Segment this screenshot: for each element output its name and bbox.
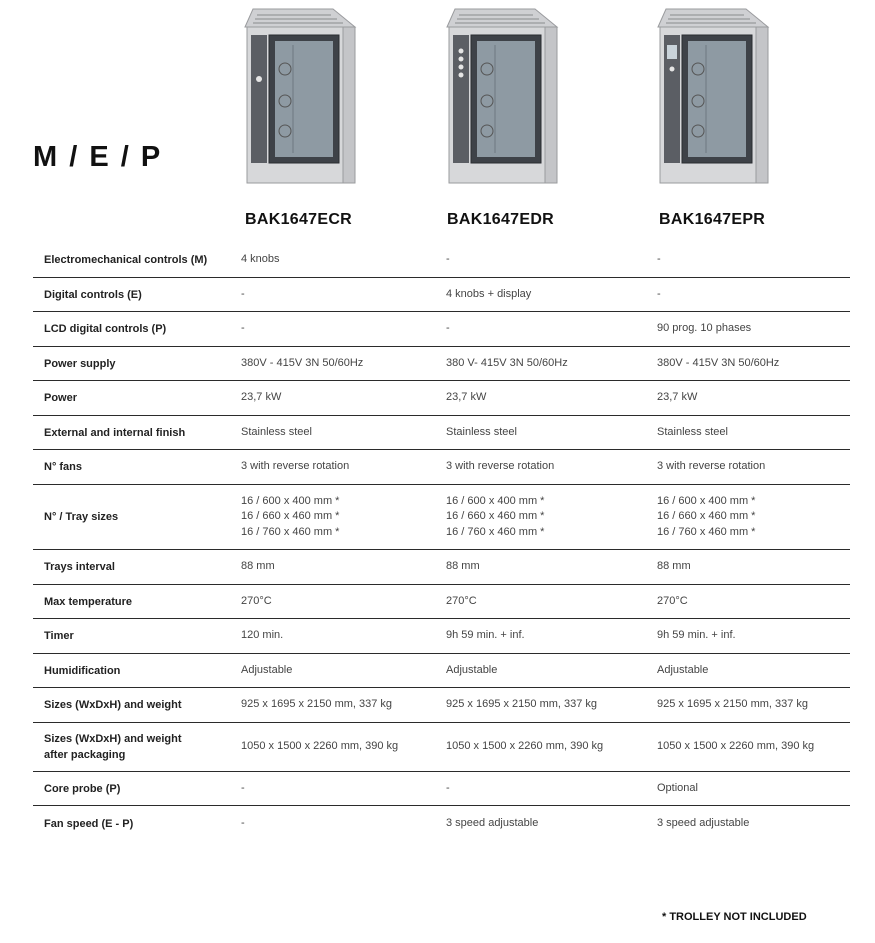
cell-edr: - [446, 253, 450, 266]
cell-epr: 90 prog. 10 phases [657, 322, 752, 335]
cell-edr: 3 speed adjustable [446, 816, 539, 829]
cell-edr: 380 V- 415V 3N 50/60Hz [446, 356, 568, 369]
model-heading-epr: BAK1647EPR [659, 211, 766, 228]
cell-edr: 1050 x 1500 x 2260 mm, 390 kg [446, 740, 604, 753]
cell-edr: - [446, 322, 450, 335]
cell-ecr: Stainless steel [241, 425, 312, 438]
row-label: Sizes (WxDxH) and weight after packaging [44, 733, 182, 761]
spec-row-max-temperature [33, 585, 850, 619]
cell-epr: Stainless steel [657, 425, 728, 438]
cell-edr: 16 / 600 x 400 mm * 16 / 660 x 460 mm * 16 / 760 x 460 mm * [446, 494, 545, 538]
cell-ecr: Adjustable [241, 663, 293, 676]
spec-row-sizes-weight [33, 688, 850, 723]
cell-epr: 23,7 kW [657, 391, 698, 404]
row-label: Max temperature [44, 595, 133, 608]
cell-epr: - [657, 253, 661, 266]
cell-ecr: - [241, 287, 245, 300]
cell-edr: 23,7 kW [446, 391, 487, 404]
cell-ecr: 88 mm [241, 560, 275, 573]
row-label: External and internal finish [44, 426, 186, 439]
cell-ecr: - [241, 816, 245, 829]
oven-knobs-icon [243, 5, 359, 185]
cell-epr: 16 / 600 x 400 mm * 16 / 660 x 460 mm * 16 / 760 x 460 mm * [657, 494, 756, 538]
cell-epr: 380V - 415V 3N 50/60Hz [657, 356, 780, 369]
cell-edr: 4 knobs + display [446, 287, 532, 300]
cell-ecr: 270°C [241, 594, 272, 607]
cell-epr: 270°C [657, 594, 688, 607]
page-title: M / E / P [33, 141, 163, 173]
cell-ecr: 1050 x 1500 x 2260 mm, 390 kg [241, 740, 399, 753]
row-label: Digital controls (E) [44, 288, 142, 301]
cell-ecr: 3 with reverse rotation [241, 460, 350, 473]
spec-row-humidification [33, 654, 850, 688]
row-label: Electromechanical controls (M) [44, 254, 208, 266]
spec-row-electromechanical-controls [33, 243, 850, 278]
cell-epr: - [657, 287, 661, 300]
spec-row-finish [33, 416, 850, 450]
row-label: N° fans [44, 461, 83, 473]
cell-edr: 270°C [446, 594, 477, 607]
cell-ecr: - [241, 322, 245, 335]
spec-row-fans [33, 450, 850, 485]
cell-ecr: 925 x 1695 x 2150 mm, 337 kg [241, 698, 393, 711]
cell-epr: 3 speed adjustable [657, 816, 750, 829]
cell-epr: 1050 x 1500 x 2260 mm, 390 kg [657, 740, 815, 753]
spec-row-lcd-controls [33, 312, 850, 347]
cell-edr: - [446, 781, 450, 794]
spec-row-trays-interval [33, 550, 850, 585]
row-label: N° / Tray sizes [44, 511, 119, 523]
cell-ecr: 4 knobs [241, 253, 280, 266]
cell-edr: 3 with reverse rotation [446, 460, 555, 473]
row-label: Sizes (WxDxH) and weight [44, 699, 182, 711]
row-label: Trays interval [44, 561, 115, 573]
cell-edr: 9h 59 min. + inf. [446, 629, 525, 642]
spec-row-power-supply [33, 347, 850, 381]
cell-epr: 925 x 1695 x 2150 mm, 337 kg [657, 698, 809, 711]
cell-epr: 88 mm [657, 560, 691, 573]
spec-row-timer [33, 619, 850, 654]
spec-row-fan-speed [33, 806, 850, 841]
row-label: Power supply [44, 357, 116, 370]
spec-table [33, 243, 850, 841]
row-label: LCD digital controls (P) [44, 323, 167, 335]
cell-edr: 88 mm [446, 560, 480, 573]
spec-row-power [33, 381, 850, 416]
row-label: Fan speed (E - P) [44, 817, 134, 830]
spec-row-core-probe [33, 772, 850, 806]
cell-ecr: 16 / 600 x 400 mm * 16 / 660 x 460 mm * 16 / 760 x 460 mm * [241, 494, 340, 538]
oven-display-icon [445, 5, 561, 185]
cell-epr: 3 with reverse rotation [657, 460, 766, 473]
cell-ecr: 120 min. [241, 629, 284, 642]
footnote: * TROLLEY NOT INCLUDED [662, 911, 807, 923]
cell-ecr: 380V - 415V 3N 50/60Hz [241, 356, 364, 369]
row-label: Power [44, 392, 78, 404]
row-label: Humidification [44, 664, 121, 677]
cell-edr: Stainless steel [446, 425, 517, 438]
row-label: Core probe (P) [44, 782, 121, 795]
cell-edr: Adjustable [446, 663, 498, 676]
model-heading-ecr: BAK1647ECR [245, 211, 353, 228]
row-label: Timer [44, 630, 74, 642]
cell-edr: 925 x 1695 x 2150 mm, 337 kg [446, 698, 598, 711]
oven-lcd-icon [656, 5, 772, 185]
cell-ecr: 23,7 kW [241, 391, 282, 404]
cell-ecr: - [241, 781, 245, 794]
cell-epr: Adjustable [657, 663, 709, 676]
cell-epr: Optional [657, 781, 698, 794]
model-heading-edr: BAK1647EDR [447, 211, 555, 228]
spec-row-packaging [33, 723, 850, 772]
spec-row-tray-sizes [33, 485, 850, 550]
cell-epr: 9h 59 min. + inf. [657, 629, 736, 642]
spec-row-digital-controls [33, 278, 850, 312]
